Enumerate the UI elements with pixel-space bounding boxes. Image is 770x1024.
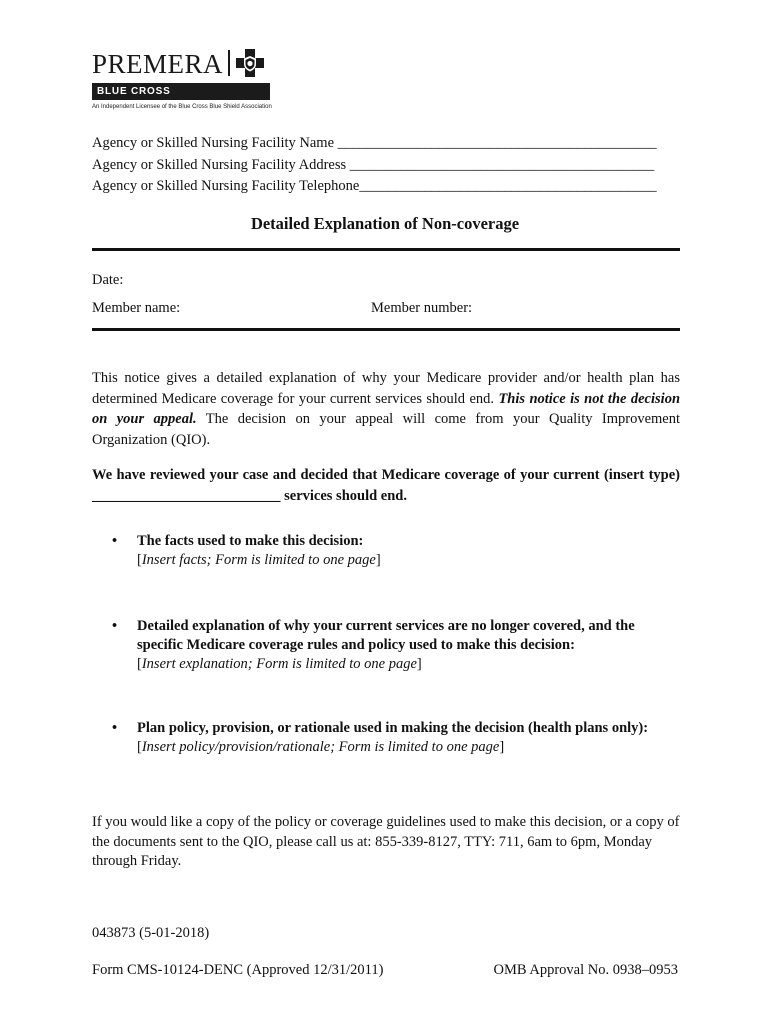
omb-approval: OMB Approval No. 0938–0953 xyxy=(493,962,678,978)
member-name-field: Member name: xyxy=(92,300,181,316)
bullet-insert-text: Insert explanation; Form is limited to one page xyxy=(141,656,417,672)
bullet-heading: Detailed explanation of why your current services are no longer covered, and the specific Medicare coverage rules and policy used to make this decision: xyxy=(137,618,635,653)
bullet-insert-text: Insert policy/provision/rationale; Form is limited to one page xyxy=(141,739,500,755)
bullet-icon: • xyxy=(112,533,118,549)
intro-emphasis: This notice is not the decision on your appeal. xyxy=(92,390,681,427)
divider xyxy=(92,248,680,251)
agency-address-field: Agency or Skilled Nursing Facility Address __________________________________________ xyxy=(92,156,655,173)
intro-paragraph xyxy=(92,368,680,450)
list-item xyxy=(112,532,682,570)
list-item xyxy=(112,719,682,757)
bullet-insert: [Insert policy/provision/rationale; Form is limited to one page] xyxy=(137,739,505,755)
premera-logo xyxy=(92,44,292,110)
contact-paragraph: If you would like a copy of the policy or coverage guidelines used to make this decision, or a copy of the documents sent to the QIO, please call us at: 855-339-8127, TTY: 711, 6am to 6pm, Monday through Friday. xyxy=(92,814,680,869)
divider xyxy=(92,328,680,331)
page-title: Detailed Explanation of Non-coverage xyxy=(250,214,520,233)
decision-paragraph: We have reviewed your case and decided that Medicare coverage of your current (insert type) __________________________ services should end. xyxy=(92,467,680,504)
bullet-insert: [Insert facts; Form is limited to one page] xyxy=(137,552,381,568)
logo-separator xyxy=(228,50,230,76)
blue-cross-bar: BLUE CROSS xyxy=(92,83,270,100)
date-field: Date: xyxy=(92,272,124,288)
agency-telephone-field: Agency or Skilled Nursing Facility Telephone_________________________________________ xyxy=(92,178,657,194)
bullet-insert-text: Insert facts; Form is limited to one page xyxy=(141,552,376,568)
intro-text-end: The decision on your appeal will come from your Quality Improvement Organization (QIO). xyxy=(92,411,680,448)
member-number-field: Member number: xyxy=(371,300,473,316)
intro-text: This notice gives a detailed explanation of why your Medicare provider and/or health plan has determined Medicare coverage for your current services should end. xyxy=(92,370,680,407)
list-item xyxy=(112,617,682,674)
form-identifier: Form CMS-10124-DENC (Approved 12/31/2011) xyxy=(92,962,384,978)
bullet-insert: [Insert explanation; Form is limited to one page] xyxy=(137,656,422,672)
form-code: 043873 (5-01-2018) xyxy=(92,925,210,941)
bullet-heading: The facts used to make this decision: xyxy=(137,533,364,549)
licensee-text: An Independent Licensee of the Blue Cross Blue Shield Association xyxy=(92,104,272,110)
agency-name-field: Agency or Skilled Nursing Facility Name ____________________________________________ xyxy=(92,135,657,151)
bullet-heading: Plan policy, provision, or rationale used in making the decision (health plans only): xyxy=(137,720,649,736)
cross-and-shield-icon xyxy=(235,48,265,78)
agency-block xyxy=(92,133,657,198)
bullet-icon: • xyxy=(112,720,118,736)
bullet-icon: • xyxy=(112,618,118,634)
logo-wordmark: PREMERA xyxy=(92,49,224,79)
